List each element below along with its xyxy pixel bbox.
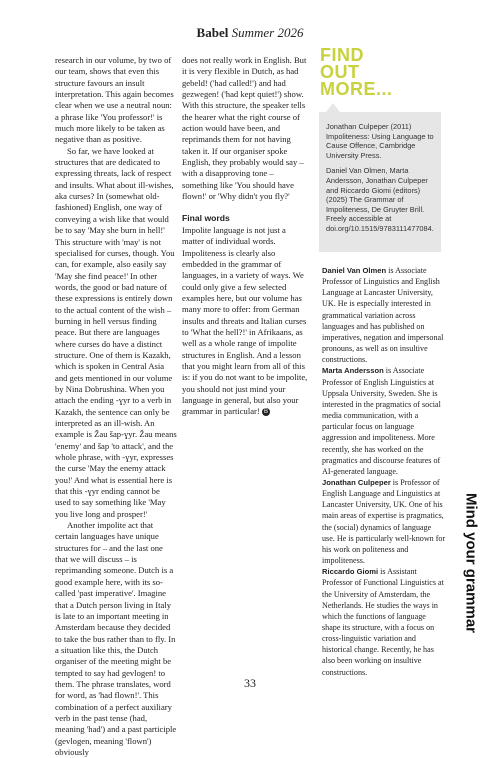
section-side-label — [459, 475, 483, 650]
title-line: FIND — [320, 45, 364, 65]
running-header — [0, 25, 500, 41]
bio-text: is Associate Professor of English Linguistics at Uppsala University, Sweden. She is interested in the pragmatics of social media communication, with a particular focus on language aggression and impoliteness. More recently, she has worked on the pragmatics and discourse features of AI-generated language. — [322, 366, 441, 476]
reference: Daniel Van Olmen, Marta Andersson, Jonathan Culpeper and Riccardo Giomi (editors) (2025) The Grammar of Impoliteness, De Gruyter Brill. Freely accessible at doi.org/10.1515/9783111477084. — [326, 166, 434, 233]
paragraph: does not really work in English. But it is very flexible in Dutch, as had gebeld! ('had called!') and had gezwegen! ('had kept quiet!') show. With this structure, the speaker tells the hearer what the right course of action would have been, and reprimands them for not having taken it. If our organiser spoke English, they probably would say – with a disapproving tone – something like 'You should have flown!' or 'Why didn't you fly?' — [182, 55, 307, 202]
paragraph: research in our volume, by two of our team, shows that even this structure favours an insult interpretation. This again becomes clear when we use a neutral noun: a phrase like 'You professor!' is much more likely to be taken as negative than as positive. — [55, 55, 174, 145]
issue-label: Summer 2026 — [231, 25, 304, 40]
reference: Jonathan Culpeper (2011) Impoliteness: Using Language to Cause Offence, Cambridge University Press. — [326, 122, 434, 160]
side-label-text: Mind your grammar — [462, 492, 480, 633]
bio-name: Daniel Van Olmen — [322, 266, 387, 275]
paragraph: Another impolite act that certain languages have unique structures for – and the last one that we will discuss – is reprimanding someone. Dutch is a good example here, with its so-called 'past imperative'. Imagine that a Dutch person living in Italy is late to an important meeting in Amsterdam because they decided to take the bus rather than to fly. In a situation like this, the Dutch organiser of the meeting might be tempted to say had gevlogen! to them. The phrase translates, word for word, as 'had flown!'. This combination of a perfect auxiliary verb in the past tense (had, meaning 'had') and a past participle (gevlogen, meaning 'flown') obviously — [55, 520, 177, 757]
title-line: OUT — [320, 62, 360, 82]
bio — [322, 566, 446, 678]
bio-name: Jonathan Culpeper — [322, 477, 391, 487]
article-column-2 — [182, 55, 309, 418]
bio-text: is Assistant Professor of Functional Linguistics at the University of Amsterdam, the Netherlands. He studies the ways in which the functions of language shape its structure, with a focus on cross-linguistic variation and historical change. Recently, he has also been working on insultive constructions. — [322, 567, 444, 677]
bio — [322, 477, 446, 566]
section-heading: Final words — [182, 213, 230, 224]
article-column-1 — [55, 55, 177, 758]
page-number: 33 — [244, 676, 256, 690]
callout-pointer — [326, 103, 340, 112]
find-out-more-box — [319, 112, 441, 252]
bio — [322, 265, 446, 365]
find-out-more-title — [320, 47, 440, 98]
bio — [322, 365, 446, 477]
title-line: MORE... — [320, 79, 393, 99]
author-bios — [322, 265, 446, 678]
bio-name: Riccardo Giomi — [322, 567, 379, 577]
paragraph-text: Impolite language is not just a matter of individual words. Impoliteness is clearly also embedded in the grammar of languages, in a variety of ways. We could only give a few selected examples here, but our volume has many more to offer: from German insults and threats and Italian curses to 'What the hell?!' in Afrikaans, as well as a whole range of impolite structures in English. And a lesson that you might learn from all of this is: if you do not want to be impolite, you should not just mind your language in general, but also your grammar in particular! — [182, 224, 308, 417]
bio-text: is Professor of English Language and Linguistics at Lancaster University, UK. One of his main areas of expertise is pragmatics, the (social) dynamics of language use. He is particularly well-known for his work on politeness and impoliteness. — [322, 477, 446, 566]
publication-name: Babel — [196, 25, 229, 40]
end-mark-icon: B — [263, 409, 268, 416]
bio-text: is Associate Professor of Linguistics and English Language at Lancaster University, UK. He is especially interested in grammatical variation across languages and has published on imperatives, negation and impersonal pronouns, as well as on insultive constructions. — [322, 266, 444, 365]
bio-name: Marta Andersson — [322, 366, 384, 376]
paragraph — [182, 225, 309, 418]
paragraph: So far, we have looked at structures that are dedicated to expressing threats, lack of respect and insults. What about ill-wishes, aka curses? In (somewhat old-fashioned) English, one way of conveying a wish like that would be to say 'May she burn in hell!' This structure with 'may' is not specialised for curses, though. You can, for example, also easily say 'May she find peace!' In other words, the good or bad nature of these expressions is entirely down to the actual content of the wish – burning in hell versus finding peace. But there are languages where curses do have a distinct structure. One of them is Kazakh, which is spoken in Central Asia and gets mentioned in our volume by Nina Dobrushina. When you attach the ending -ɣyr to a verb in Kazakh, the sentence can only be interpreted as an ill-wish. An example is Žau šap-ɣyr. Žau means 'enemy' and šap 'to attack', and the whole phrase, with -ɣyr, expresses the curse 'May the enemy attack you!' And what is essential here is that this -ɣyr ending cannot be used to say something like 'May you live long and prosper!' — [55, 145, 177, 519]
